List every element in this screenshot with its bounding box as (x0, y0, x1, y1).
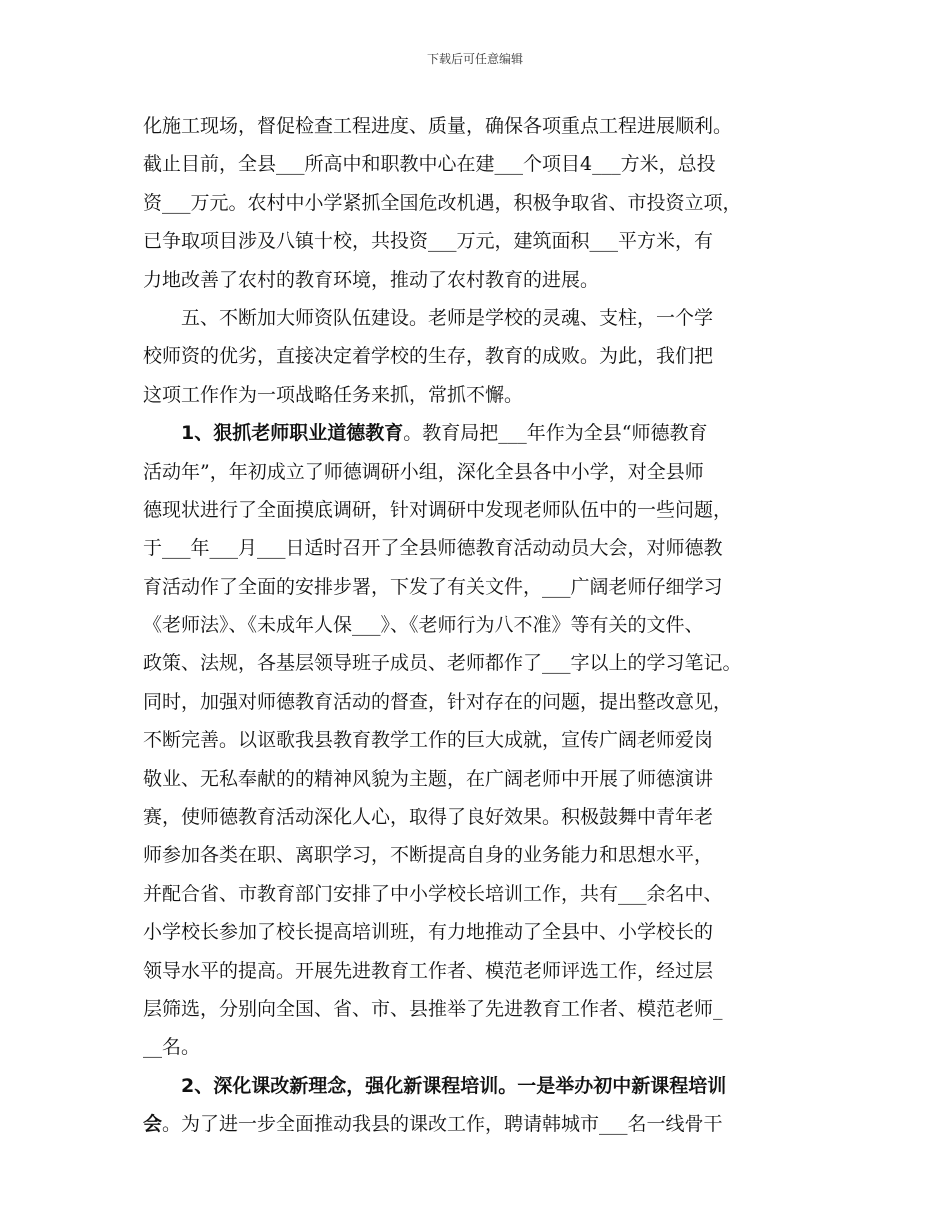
text-line: 校师资的优劣，直接决定着学校的生存，教育的成败。为此，我们把 (143, 345, 714, 368)
subsection-title: 1、狠抓老师职业道德教育 (181, 422, 404, 445)
text-line: 领导水平的提高。开展先进教育工作者、模范老师评选工作，经过层 (143, 959, 714, 982)
text-line: 小学校长参加了校长提高培训班，有力地推动了全县中、小学校长的 (143, 921, 714, 944)
text-line: 活动年”，年初成立了师德调研小组，深化全县各中小学，对全县师 (143, 460, 704, 483)
text-line: 《老师法》、《未成年人保___》、《老师行为八不准》等有关的文件、 (143, 614, 704, 637)
text-line: 这项工作作为一项战略任务来抓，常抓不懈。 (143, 383, 524, 406)
text-line: 层筛选，分别向全国、省、市、县推举了先进教育工作者、模范老师_ (143, 997, 723, 1020)
text-line: __名。 (143, 1036, 201, 1059)
text-line: 德现状进行了全面摸底调研，针对调研中发现老师队伍中的一些问题， (143, 498, 733, 521)
text-line: 已争取项目涉及八镇十校，共投资___万元，建筑面积___平方米，有 (143, 230, 714, 253)
subsection-title-continued: 会 (143, 1113, 163, 1136)
text-line: 资___万元。农村中小学紧抓全国危改机遇，积极争取省、市投资立项， (143, 191, 742, 214)
text-line: 政策、法规，各基层领导班子成员、老师都作了___字以上的学习笔记。 (143, 652, 742, 675)
text-line: 不断完善。以讴歌我县教育教学工作的巨大成就，宣传广阔老师爱岗 (143, 729, 714, 752)
text-line: 化施工现场，督促检查工程进度、质量，确保各项重点工程进展顺利。 (143, 115, 733, 137)
text-line: 于___年___月___日适时召开了全县师德教育活动动员大会，对师德教 (143, 537, 723, 560)
text-line: 育活动作了全面的安排步署，下发了有关文件，___广阔老师仔细学习 (143, 575, 723, 598)
page-header: 下载后可任意编辑 (426, 52, 523, 66)
text-line: 力地改善了农村的教育环境，推动了农村教育的进展。 (143, 268, 600, 291)
text-line: 敬业、无私奉献的的精神风貌为主题，在广阔老师中开展了师德演讲 (143, 767, 714, 790)
text-line: 赛，使师德教育活动深化人心，取得了良好效果。积极鼓舞中青年老 (143, 806, 714, 829)
subsection-heading-line (143, 1067, 823, 1105)
text-line: 师参加各类在职、离职学习，不断提高自身的业务能力和思想水平， (143, 844, 714, 867)
subsection-heading-line: 1、狠抓老师职业道德教育。教育局把___年作为全县“师德教育 (181, 422, 708, 445)
section-heading-line: 五、不断加大师资队伍建设。老师是学校的灵魂、支柱，一个学 (181, 306, 714, 329)
document-body (143, 107, 823, 1144)
text-line: 并配合省、市教育部门安排了中小学校长培训工作，共有___余名中、 (143, 882, 723, 905)
subsection-title: 2、深化课改新理念，强化新课程培训。一是举办初中新课程培训 (181, 1074, 727, 1097)
text-line: 截止目前，全县___所高中和职教中心在建___个项目4___方米，总投 (143, 153, 716, 176)
text-line: 同时，加强对师德教育活动的督查，针对存在的问题，提出整改意见， (143, 690, 733, 713)
text-line: 会。为了进一步全面推动我县的课改工作，聘请韩城市___名一线骨干 (143, 1113, 723, 1136)
